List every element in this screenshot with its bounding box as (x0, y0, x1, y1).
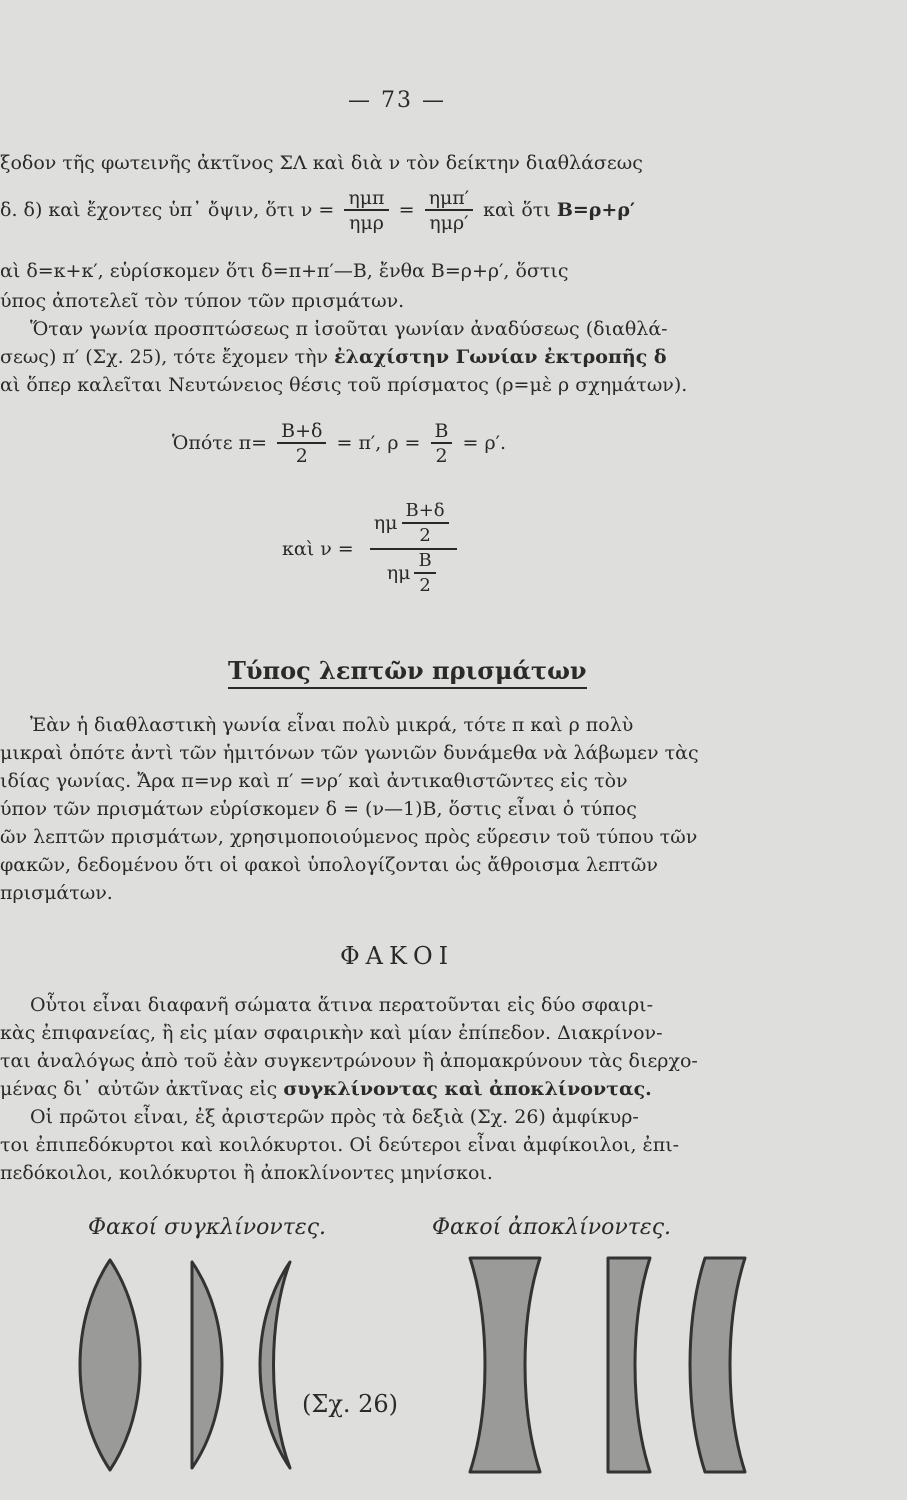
numerator: Β (414, 550, 435, 574)
text-segment: μένας δι᾽ αὐτῶν ἀκτῖνας εἰς (0, 1078, 278, 1100)
diverging-meniscus-lens-icon (690, 1258, 745, 1472)
big-fraction (370, 500, 457, 598)
text-segment: δ. δ) καὶ ἔχοντες ὑπ᾽ ὄψιν, ὅτι ν = (0, 199, 335, 221)
text-line: κὰς ἐπιφανείας, ἢ εἰς μίαν σφαιρικὴν καὶ μίαν ἐπίπεδον. Διακρίνον- (0, 1022, 663, 1044)
text-line: Οὗτοι εἶναι διαφανῆ σώματα ἅτινα περατοῦνται εἰς δύο σφαιρι- (30, 994, 654, 1016)
sine-symbol: ημ (386, 562, 411, 584)
bold-term: συγκλίνοντας καὶ ἀποκλίνοντας. (283, 1078, 652, 1100)
sine-symbol: ημ (373, 512, 398, 534)
section-heading: ΦΑΚΟΙ (340, 942, 455, 970)
formula-block-1 (172, 420, 506, 468)
bold-formula: Β=ρ+ρ′ (556, 199, 635, 221)
numerator (370, 500, 457, 550)
text-segment: καὶ ν = (282, 538, 354, 560)
page-number: — 73 — (348, 88, 446, 113)
text-line (0, 344, 667, 370)
text-line: Ὅταν γωνία προσπτώσεως π ἰσοῦται γωνίαν ἀναδύσεως (διαθλά- (30, 318, 668, 340)
denominator: ημρ′ (429, 212, 469, 234)
text-line: αὶ δ=κ+κ′, εὑρίσκομεν ὅτι δ=π+π′—Β, ἔνθα Β=ρ+ρ′, ὅστις (0, 260, 569, 282)
fraction (414, 550, 435, 598)
fraction (402, 500, 449, 548)
text-segment: = π′, ρ = (336, 432, 421, 454)
figure-label-diverging: Φακοί ἀποκλίνοντες. (432, 1215, 672, 1240)
denominator: 2 (435, 445, 448, 467)
fraction (344, 187, 388, 235)
plano-convex-lens-icon (192, 1262, 222, 1468)
lens-figure (0, 1240, 907, 1480)
fraction (431, 420, 453, 468)
plano-concave-lens-icon (608, 1258, 650, 1472)
numerator: Β (431, 420, 453, 444)
equals-sign: = (398, 199, 415, 221)
text-line (0, 1076, 652, 1102)
text-line: ται ἀναλόγως ἀπὸ τοῦ ἐὰν συγκεντρώνουν ἢ ἀπομακρύνουν τὰς διερχο- (0, 1050, 698, 1072)
denominator: 2 (419, 575, 431, 596)
biconcave-lens-icon (470, 1258, 540, 1472)
text-segment: Ὁπότε π= (172, 432, 268, 454)
text-line: ῶν λεπτῶν πρισμάτων, χρησιμοποιούμενος πρὸς εὕρεσιν τοῦ τύπου τῶν (0, 826, 698, 848)
text-line: ύπον τῶν πρισμάτων εὑρίσκομεν δ = (ν—1)Β, ὅστις εἶναι ὁ τύπος (0, 798, 637, 820)
text-line: μικραὶ ὁπότε ἀντὶ τῶν ἡμιτόνων τῶν γωνιῶν δυνάμεθα νὰ λάβωμεν τὰς (0, 742, 699, 764)
denominator: 2 (295, 445, 308, 467)
text-line: ιδίας γωνίας. Ἄρα π=νρ καὶ π′ =νρ′ καὶ ἀντικαθιστῶντες εἰς τὸν (0, 770, 628, 792)
denominator (370, 550, 457, 598)
section-heading: Τύπος λεπτῶν πρισμάτων (228, 656, 587, 689)
text-segment: σεως) π′ (Σχ. 25), τότε ἔχομεν τὴν (0, 346, 329, 368)
denominator: 2 (419, 525, 431, 546)
numerator: ημπ′ (425, 187, 474, 211)
text-line: αὶ ὅπερ καλεῖται Νευτώνειος θέσις τοῦ πρίσματος (ρ=μὲ ρ σχημάτων). (0, 374, 688, 396)
biconvex-lens-icon (80, 1260, 140, 1470)
fraction (277, 420, 326, 468)
text-line: πεδόκοιλοι, κοιλόκυρτοι ἢ ἀποκλίνοντες μηνίσκοι. (0, 1162, 493, 1184)
numerator: Β+δ (402, 500, 449, 524)
text-segment: καὶ ὅτι (483, 199, 551, 221)
figure-label-converging: Φακοί συγκλίνοντες. (88, 1215, 327, 1240)
numerator: Β+δ (277, 420, 326, 444)
numerator: ημπ (344, 187, 388, 211)
meniscus-lens-icon (260, 1262, 290, 1468)
text-line: Ἐὰν ἡ διαθλαστικὴ γωνία εἶναι πολὺ μικρά, τότε π καὶ ρ πολὺ (30, 714, 634, 736)
text-line: Οἱ πρῶτοι εἶναι, ἐξ ἀριστερῶν πρὸς τὰ δεξιὰ (Σχ. 26) ἀμφίκυρ- (30, 1106, 639, 1128)
bold-term: ἐλαχίστην Γωνίαν ἐκτροπῆς δ (334, 346, 667, 368)
figure-caption: (Σχ. 26) (302, 1390, 399, 1418)
text-line: πρισμάτων. (0, 882, 113, 904)
fraction (425, 187, 474, 235)
text-line: ύπος ἀποτελεῖ τὸν τύπον τῶν πρισμάτων. (0, 290, 405, 312)
formula-line (0, 186, 635, 235)
text-line: τοι ἐπιπεδόκυρτοι καὶ κοιλόκυρτοι. Οἱ δεύτεροι εἶναι ἀμφίκοιλοι, ἐπι- (0, 1134, 680, 1156)
denominator: ημρ (348, 212, 384, 234)
text-line: φακῶν, δεδομένου ὅτι οἱ φακοὶ ὑπολογίζονται ὡς ἄθροισμα λεπτῶν (0, 854, 658, 876)
formula-block-2 (282, 500, 461, 598)
text-line: ξοδον τῆς φωτεινῆς ἀκτῖνος ΣΛ καὶ διὰ ν τὸν δείκτην διαθλάσεως (0, 152, 643, 174)
text-segment: = ρ′. (462, 432, 507, 454)
